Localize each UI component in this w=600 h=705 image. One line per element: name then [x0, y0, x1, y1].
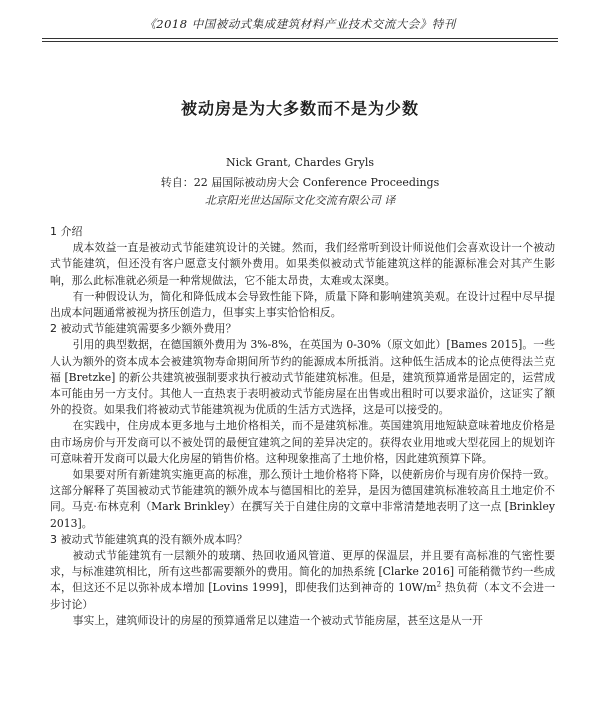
paragraph: 有一种假设认为，简化和降低成本会导致性能下降，质量下降和影响建筑美观。在设计过程中尽早提出成本问题通常被视为挤压创造力，但事实上事实恰恰相反。 [50, 289, 555, 320]
paragraph-text-end: 热负荷（本文不会进一步讨论） [50, 581, 556, 611]
article-authors: Nick Grant, Chardes Gryls [225, 156, 374, 169]
section-heading: 1 介绍 [50, 225, 83, 238]
paragraph-text: 被动式节能建筑有一层额外的玻璃、热回收通风管道、更厚的保温层，并且要有高标准的气密性要求，与标准建筑相比，所有这些都需要额外的费用。简化的加热系统 [Clarke 2016] 可能稍微节约一些成本，但这还不足以弥补成本增加 [Lovins 1999]，即使我们达到神奇的 10W/m [50, 549, 555, 595]
paragraph: 事实上，建筑师设计的房屋的预算通常足以建造一个被动式节能房屋，甚至这是从一开 [72, 613, 483, 627]
paragraph: 成本效益一直是被动式节能建筑设计的关键。然而，我们经常听到设计师说他们会喜欢设计一个被动式节能建筑，但还没有客户愿意支付额外费用。如果类似被动式节能建筑这样的能源标准会对其产生影响，那么此标准就必须是一种常规做法，它不能太昂贵，太难或太深奥。 [50, 241, 555, 287]
paragraph: 引用的典型数据，在德国额外费用为 3%-8%，在英国为 0-30%（原文如此）[Bames 2015]。一些人认为额外的资本成本会被建筑物寿命期间所节约的能源成本所抵消。这种低生活成本的论点使得法兰克福 [Bretzke] 的新公共建筑被强制要求执行被动式节能建筑标准。但是，建筑预算通常是固定的，运营成本可能由另一方支付。其他人一直热衷于表明被动式节能房屋在出售或出租时可以要求溢价，这证实了额外的投资。如果我们将被动式节能建筑视为优质的生活方式选择，这是可以接受的。 [50, 338, 555, 417]
paragraph [50, 548, 555, 613]
section-heading: 2 被动式节能建筑需要多少额外费用？ [50, 322, 237, 336]
running-head: 《2018 中国被动式集成建筑材料产业技术交流大会》特刊 [144, 17, 456, 31]
page-crop-edge [0, 695, 600, 705]
header-rule-thin [42, 41, 558, 42]
section-heading: 3 被动式节能建筑真的没有额外成本吗？ [50, 532, 248, 546]
paragraph: 如果要对所有新建筑实施更高的标准，那么预计土地价格将下降，以使新房价与现有房价保持一致。这部分解释了英国被动式节能建筑的额外成本与德国相比的差异，是因为德国建筑标准较高且土地定价不同。马克·布林克利（Mark Brinkley）在撰写关于自建住房的文章中非常清楚地表明了这一点 [Brinkley 2013]。 [50, 468, 555, 530]
article-translator: 北京阳光世达国际文化交流有限公司 译 [204, 194, 396, 207]
article-source: 转自：22 届国际被动房大会 Conference Proceedings [160, 176, 440, 189]
superscript: 2 [436, 580, 442, 589]
header-rule-thick [42, 38, 558, 39]
paragraph: 在实践中，住房成本更多地与土地价格相关，而不是建筑标准。英国建筑用地短缺意味着地皮价格是由市场房价与开发商可以不被处罚的最便宜建筑之间的差异决定的。获得农业用地或大型花园上的规划许可意味着开发商可以最大化房屋的销售价格。这种现象推高了土地价格，因此建筑预算下降。 [50, 419, 555, 465]
article-title: 被动房是为大多数而不是为少数 [180, 99, 419, 118]
article-body [50, 224, 555, 629]
